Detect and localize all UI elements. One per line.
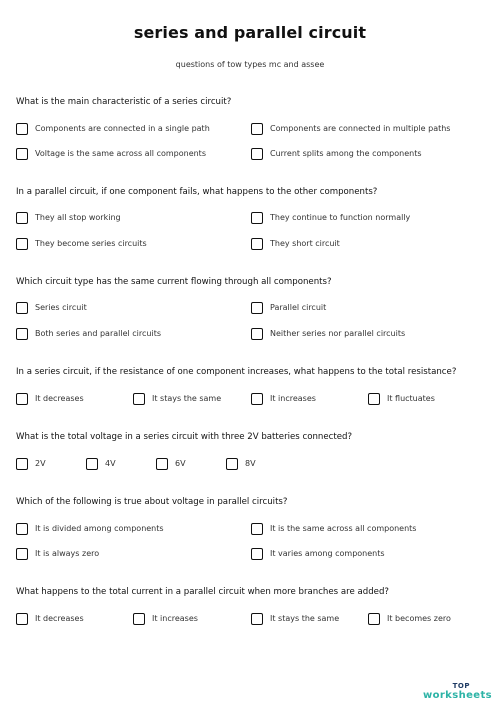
answer-option[interactable] [133, 393, 221, 405]
answer-checkbox[interactable] [16, 328, 28, 340]
question-text: What is the total voltage in a series circuit with three 2V batteries connected? [16, 432, 353, 442]
answer-label: They short circuit [270, 239, 340, 248]
answer-label: 8V [245, 459, 256, 468]
answer-checkbox[interactable] [16, 302, 28, 314]
answer-option[interactable] [16, 523, 164, 535]
answer-checkbox[interactable] [133, 393, 145, 405]
question-text: In a parallel circuit, if one component fails, what happens to the other components? [16, 187, 378, 197]
answer-label: Series circuit [35, 303, 87, 312]
answer-option[interactable] [251, 328, 405, 340]
answer-label: It is the same across all components [270, 524, 417, 533]
question-text: In a series circuit, if the resistance of one component increases, what happens to the total resistance? [16, 367, 457, 377]
answer-label: It stays the same [270, 614, 340, 623]
answer-checkbox[interactable] [16, 458, 28, 470]
answer-option[interactable] [16, 548, 99, 560]
answer-checkbox[interactable] [251, 148, 263, 160]
answer-checkbox[interactable] [16, 393, 28, 405]
answer-label: It fluctuates [387, 394, 435, 403]
answer-label: 2V [35, 459, 46, 468]
answer-checkbox[interactable] [251, 302, 263, 314]
answer-label: It decreases [35, 394, 84, 403]
question-5 [16, 432, 486, 443]
question-text: What is the main characteristic of a series circuit? [16, 97, 232, 107]
answer-label: 6V [175, 459, 186, 468]
answer-option[interactable] [251, 302, 326, 314]
question-2 [16, 187, 486, 198]
question-text: Which circuit type has the same current flowing through all components? [16, 277, 332, 287]
answer-checkbox[interactable] [251, 328, 263, 340]
answer-option[interactable] [251, 523, 416, 535]
answer-label: It increases [270, 394, 316, 403]
answer-checkbox[interactable] [16, 548, 28, 560]
answer-option[interactable] [86, 458, 116, 470]
answer-option[interactable] [16, 458, 46, 470]
answer-option[interactable] [16, 123, 210, 135]
answer-option[interactable] [16, 328, 161, 340]
answer-checkbox[interactable] [16, 123, 28, 135]
answer-checkbox[interactable] [368, 613, 380, 625]
answer-label: Both series and parallel circuits [35, 329, 161, 338]
answer-checkbox[interactable] [251, 238, 263, 250]
answer-label: Voltage is the same across all components [35, 149, 206, 158]
answer-option[interactable] [251, 238, 340, 250]
answer-option[interactable] [16, 212, 121, 224]
answer-checkbox[interactable] [251, 523, 263, 535]
answer-option[interactable] [133, 613, 198, 625]
answer-label: It is always zero [35, 549, 100, 558]
answer-checkbox[interactable] [251, 393, 263, 405]
answer-label: It is divided among components [35, 524, 164, 533]
answer-checkbox[interactable] [251, 548, 263, 560]
answer-option[interactable] [251, 148, 422, 160]
answer-label: Current splits among the components [270, 149, 422, 158]
answer-checkbox[interactable] [368, 393, 380, 405]
question-6 [16, 497, 486, 508]
answer-checkbox[interactable] [16, 212, 28, 224]
answer-label: 4V [105, 459, 116, 468]
answer-label: It varies among components [270, 549, 385, 558]
answer-checkbox[interactable] [16, 148, 28, 160]
answer-checkbox[interactable] [86, 458, 98, 470]
logo-top-text: TOP [452, 682, 470, 690]
answer-option[interactable] [16, 238, 147, 250]
logo-bottom-text: worksheets [422, 690, 492, 701]
answer-label: Parallel circuit [270, 303, 327, 312]
answer-label: It becomes zero [387, 614, 451, 623]
answer-option[interactable] [251, 613, 339, 625]
answer-option[interactable] [156, 458, 186, 470]
answer-option[interactable] [16, 393, 84, 405]
answer-label: It decreases [35, 614, 84, 623]
answer-label: They continue to function normally [270, 213, 411, 222]
answer-option[interactable] [16, 148, 206, 160]
worksheet-title: series and parallel circuit [133, 23, 367, 42]
answer-checkbox[interactable] [16, 238, 28, 250]
answer-label: Components are connected in a single path [35, 124, 210, 133]
answer-option[interactable] [226, 458, 256, 470]
answer-checkbox[interactable] [226, 458, 238, 470]
answer-option[interactable] [16, 302, 87, 314]
question-text: What happens to the total current in a parallel circuit when more branches are added? [16, 587, 389, 597]
answer-checkbox[interactable] [251, 212, 263, 224]
answer-checkbox[interactable] [16, 523, 28, 535]
answer-option[interactable] [251, 212, 410, 224]
question-text: Which of the following is true about voltage in parallel circuits? [16, 497, 288, 507]
question-4 [16, 367, 486, 378]
answer-label: Neither series nor parallel circuits [270, 329, 406, 338]
answer-label: Components are connected in multiple paths [270, 124, 451, 133]
topworksheets-logo [423, 682, 492, 701]
question-3 [16, 277, 486, 288]
answer-option[interactable] [368, 393, 435, 405]
answer-checkbox[interactable] [251, 123, 263, 135]
answer-label: It increases [152, 614, 198, 623]
answer-label: They become series circuits [35, 239, 147, 248]
answer-option[interactable] [368, 613, 451, 625]
answer-option[interactable] [251, 548, 385, 560]
answer-label: It stays the same [152, 394, 222, 403]
answer-checkbox[interactable] [16, 613, 28, 625]
answer-checkbox[interactable] [156, 458, 168, 470]
question-7 [16, 587, 486, 598]
answer-option[interactable] [251, 393, 316, 405]
answer-option[interactable] [16, 613, 84, 625]
worksheet-subtitle: questions of tow types mc and assee [175, 60, 325, 69]
answer-checkbox[interactable] [133, 613, 145, 625]
answer-option[interactable] [251, 123, 450, 135]
answer-label: They all stop working [35, 213, 121, 222]
question-1 [16, 97, 486, 108]
answer-checkbox[interactable] [251, 613, 263, 625]
